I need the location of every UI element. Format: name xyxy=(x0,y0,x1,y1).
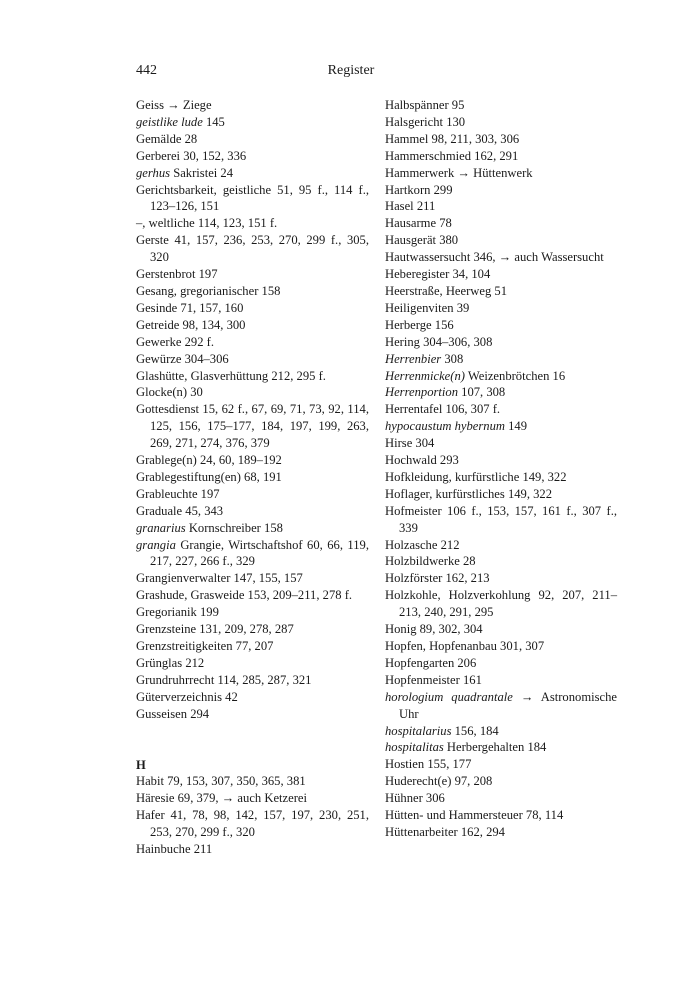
index-entry: Huderecht(e) 97, 208 xyxy=(385,774,493,789)
index-entry: Grünglas 212 xyxy=(136,655,205,670)
index-entry: Herrenbier 308 xyxy=(385,351,464,366)
index-entry: Hochwald 293 xyxy=(385,453,459,468)
index-entry: hypocaustum hybernum 149 xyxy=(385,419,528,434)
index-entry: Gerste 41, 157, 236, 253, 270, 299 f., 305, 320 xyxy=(136,233,369,265)
index-entry: Güterverzeichnis 42 xyxy=(136,689,238,704)
index-entry: Gesang, gregorianischer 158 xyxy=(136,283,281,298)
index-entry: Herrenportion 107, 308 xyxy=(385,385,506,400)
index-entry: Honig 89, 302, 304 xyxy=(385,622,483,637)
index-entry: Heberegister 34, 104 xyxy=(385,267,491,282)
index-entry: Hirse 304 xyxy=(385,436,435,451)
index-entry: –, weltliche 114, 123, 151 f. xyxy=(136,216,278,231)
index-entry: Graduale 45, 343 xyxy=(136,503,224,518)
index-entry: Grangienverwalter 147, 155, 157 xyxy=(136,571,303,586)
index-entry: Gewerke 292 f. xyxy=(136,334,214,349)
index-entry: Hammerschmied 162, 291 xyxy=(385,148,519,163)
index-column-right xyxy=(385,97,617,841)
index-entry: Grenzstreitigkeiten 77, 207 xyxy=(136,639,274,653)
index-entry: Geiss → Ziege xyxy=(136,98,212,112)
index-entry: horologium quadrantale → Astronomische Uhr xyxy=(385,689,617,721)
page-header xyxy=(136,63,566,81)
index-entry: Hofmeister 106 f., 153, 157, 161 f., 307 f., 339 xyxy=(385,503,617,535)
index-entry: Grashude, Grasweide 153, 209–211, 278 f. xyxy=(136,588,353,603)
index-entry: hospitalarius 156, 184 xyxy=(385,723,499,738)
index-entry: Gregorianik 199 xyxy=(136,605,219,620)
index-entry: Hütten- und Hammersteuer 78, 114 xyxy=(385,808,564,823)
index-column-left xyxy=(136,97,369,858)
index-entry: Glocke(n) 30 xyxy=(136,385,203,400)
index-entry: Gottesdienst 15, 62 f., 67, 69, 71, 73, 92, 114, 125, 156, 175–177, 184, 197, 199, 263, 269, 271, 274, 376, 379 xyxy=(136,402,369,451)
index-entry: Holzförster 162, 213 xyxy=(385,571,490,586)
index-entry: Gerichtsbarkeit, geistliche 51, 95 f., 114 f., 123–126, 151 xyxy=(136,182,369,214)
index-entry: Häresie 69, 379, → auch Ketzerei xyxy=(136,791,307,806)
index-entry: Herberge 156 xyxy=(385,317,454,332)
index-entry: Herrenmicke(n) Weizenbrötchen 16 xyxy=(385,368,566,383)
index-entry: Gemälde 28 xyxy=(136,131,198,146)
index-entry: Hasel 211 xyxy=(385,199,436,214)
index-entry: Grablege(n) 24, 60, 189–192 xyxy=(136,453,282,468)
index-entry: Hammerwerk → Hüttenwerk xyxy=(385,165,533,180)
running-title: Register xyxy=(327,63,375,78)
section-spacer xyxy=(136,723,369,757)
index-entry: Habit 79, 153, 307, 350, 365, 381 xyxy=(136,774,306,789)
index-entry: Hering 304–306, 308 xyxy=(385,334,493,349)
index-entry: Hautwassersucht 346, → auch Wassersucht xyxy=(385,250,604,265)
index-entry: Grableuchte 197 xyxy=(136,486,220,501)
index-entry: Halsgericht 130 xyxy=(385,114,466,129)
index-entry: Halbspänner 95 xyxy=(385,98,465,112)
index-entry: Hopfengarten 206 xyxy=(385,655,477,670)
index-entry: gerhus Sakristei 24 xyxy=(136,165,234,180)
index-entry: Grablegestiftung(en) 68, 191 xyxy=(136,469,282,484)
index-entry: Hammel 98, 211, 303, 306 xyxy=(385,131,520,146)
index-entry: Hüttenarbeiter 162, 294 xyxy=(385,824,505,839)
index-entries-g xyxy=(136,97,369,723)
index-entry: Gewürze 304–306 xyxy=(136,351,229,366)
index-entry: Gerberei 30, 152, 336 xyxy=(136,148,247,163)
index-entry: Holzasche 212 xyxy=(385,537,460,552)
index-entry: Hausarme 78 xyxy=(385,216,452,231)
index-entries-h-cont xyxy=(385,97,617,841)
index-entry: hospitalitas Herbergehalten 184 xyxy=(385,740,547,755)
index-entry: Grundruhrrecht 114, 285, 287, 321 xyxy=(136,672,312,687)
index-entry: Heiligenviten 39 xyxy=(385,300,470,315)
index-entry: Heerstraße, Heerweg 51 xyxy=(385,283,508,298)
index-entry: Hafer 41, 78, 98, 142, 157, 197, 230, 251, 253, 270, 299 f., 320 xyxy=(136,808,369,840)
index-entry: Gesinde 71, 157, 160 xyxy=(136,300,244,315)
index-entry: Gusseisen 294 xyxy=(136,706,210,721)
index-entry: Hofkleidung, kurfürstliche 149, 322 xyxy=(385,469,567,484)
section-letter-h: H xyxy=(136,757,146,772)
index-entry: Hoflager, kurfürstliches 149, 322 xyxy=(385,486,553,501)
page-number: 442 xyxy=(136,63,157,78)
index-entry: Hopfen, Hopfenanbau 301, 307 xyxy=(385,639,545,653)
index-entry: Gerstenbrot 197 xyxy=(136,267,218,282)
index-entry: grangia Grangie, Wirtschaftshof 60, 66, 119, 217, 227, 266 f., 329 xyxy=(136,537,369,569)
index-entry: Getreide 98, 134, 300 xyxy=(136,317,246,332)
index-entry: Hostien 155, 177 xyxy=(385,757,472,772)
index-entry: Glashütte, Glasverhüttung 212, 295 f. xyxy=(136,368,326,383)
index-entry: Holzkohle, Holzverkohlung 92, 207, 211–213, 240, 291, 295 xyxy=(385,588,617,620)
index-entry: Hausgerät 380 xyxy=(385,233,459,248)
index-entry: Hainbuche 211 xyxy=(136,842,213,857)
index-entry: Holzbildwerke 28 xyxy=(385,554,476,569)
index-entry: Grenzsteine 131, 209, 278, 287 xyxy=(136,622,294,637)
index-entry: Hühner 306 xyxy=(385,791,445,806)
index-entry: Hartkorn 299 xyxy=(385,182,453,197)
index-entry: Herrentafel 106, 307 f. xyxy=(385,402,501,417)
index-entry: Hopfenmeister 161 xyxy=(385,672,482,687)
index-entries-h xyxy=(136,773,369,858)
index-entry: granarius Kornschreiber 158 xyxy=(136,520,283,535)
index-entry: geistlike lude 145 xyxy=(136,114,225,129)
